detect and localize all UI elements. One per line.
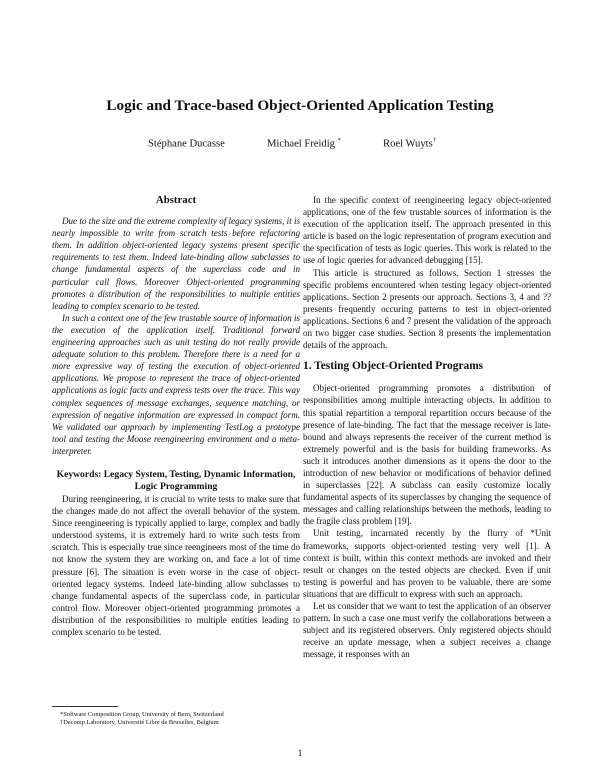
- author-name: Roel Wuyts: [383, 138, 433, 150]
- abstract-paragraph: Due to the size and the extreme complexity of legacy systems, it is nearly impossible to write from scratch tests before refactoring them. In addition object-oriented legacy systems present specific requirements to test them. Indeed late-binding allow subclasses to change fundamental aspects of the superclass code and in particular call flows. Moreover Object-oriented programming promotes a distribution of the responsibilities to multiple entities leading to complex scenario to be tested.: [52, 216, 300, 311]
- section-paragraph: Let us consider that we want to test the application of an observer pattern. In such a case one must verify the collaborations between a subject and its registered observers. Only registered objects should receive an update message, when a subject receives a change message, it responses with an: [303, 601, 551, 660]
- section-paragraph: Object-oriented programming promotes a distribution of responsibilities among multiple interacting objects. In addition to this spatial repartition a temporal repartition occurs because of the presence of late-binding. The fact that the message receiver is late-bound and always represents the receiver of the current method is extremely powerful and is the basis for building frameworks. As such it introduces another dimensions as it opens the door to the introduction of new behavior or modifications of behavior defined in superclasses [22]. A subclass can easily customize locally fundamental aspects of its superclasses by changing the sequence of messages and calling relationships between the methods, leading to the fragile class problem [19].: [303, 383, 551, 527]
- footnote-rule: [52, 706, 118, 707]
- author-ducasse: [148, 137, 225, 150]
- intro-paragraph: During reengineering, it is crucial to write tests to make sure that the changes made do not affect the overall behavior of the system. Since reengineering is typically applied to large, complex and badly understood systems, it is extremely hard to write such tests from scratch. This is especially true since reengineers most of the time do not know the system they are working on, and face a lot of time pressure [6]. The situation is even worse in the case of object-oriented legacy systems. Indeed late-binding allow subclasses to change fundamental aspects of the superclass code, in particular control flow. Moreover object-oriented programming promotes a distribution of the responsibilities to multiple entities leading to complex scenario to be tested.: [52, 493, 300, 637]
- abstract-paragraph: In such a context one of the few trustable source of information is the execution of the application itself. Traditional forward engineering approaches such as unit testing do not really provide adequate solution to this problem. Therefore there is a need for a more expressive way of testing the execution of object-oriented applications. We propose to represent the trace of object-oriented applications as logic facts and express tests over the trace. This way complex sequences of message exchanges, sequence matching, or expression of negative information are expressed in compact form. We validated our approach by implementing TestLog a prototype tool and testing the Moose reengineering environment and a meta-interpreter.: [52, 312, 300, 456]
- left-column: [52, 194, 300, 638]
- intro-paragraph: In the specific context of reengineering legacy object-oriented applications, one of the few trustable sources of information is the execution of the application itself. The approach presented in this article is based on the logic representation of program execution and the specification of tests as logic queries. This work is related to the use of logic queries for advanced debugging [15].: [303, 195, 551, 266]
- page-number: 1: [297, 749, 303, 759]
- abstract-heading: Abstract: [155, 194, 197, 206]
- author-mark: *: [337, 137, 341, 144]
- author-mark: †: [432, 137, 436, 144]
- footnotes: [52, 711, 300, 728]
- section-paragraph: Unit testing, incarnated recently by the flurry of *Unit frameworks, supports object-oriented testing very well [1]. A context is built, within this context methods are invoked and their result or changes on the tested objects are checked. Even if unit testing is powerful and has proven to be valuable, there are some situations that are difficult to express with such an approach.: [303, 528, 551, 599]
- author-name: Michael Freidig: [267, 138, 335, 150]
- author-name: Stéphane Ducasse: [148, 138, 225, 150]
- paper-title: Logic and Trace-based Object-Oriented Application Testing: [106, 97, 494, 114]
- footnote: †Decomp Laboratory, Université Libre de Bruxelles, Belgium: [60, 719, 219, 727]
- intro-paragraph: This article is structured as follows. Section 1 stresses the specific problems encountered when testing legacy object-oriented applications. Section 2 presents our approach. Sections 3, 4 and ?? presents frequently occuring patterns to test in object-oriented applications. Sections 6 and 7 present the validation of the approach on two bigger case studies. Section 8 presents the implementation details of the approach.: [303, 267, 551, 351]
- footnote: *Software Composition Group, University of Bern, Switzerland: [60, 711, 224, 718]
- abstract-body: [52, 215, 300, 457]
- author-wuyts: [383, 137, 436, 150]
- keywords: Keywords: Legacy System, Testing, Dynamic Information, Logic Programming: [56, 468, 296, 492]
- section-heading: 1. Testing Object-Oriented Programs: [303, 360, 484, 373]
- author-freidig: [267, 137, 341, 150]
- right-column: [303, 194, 551, 660]
